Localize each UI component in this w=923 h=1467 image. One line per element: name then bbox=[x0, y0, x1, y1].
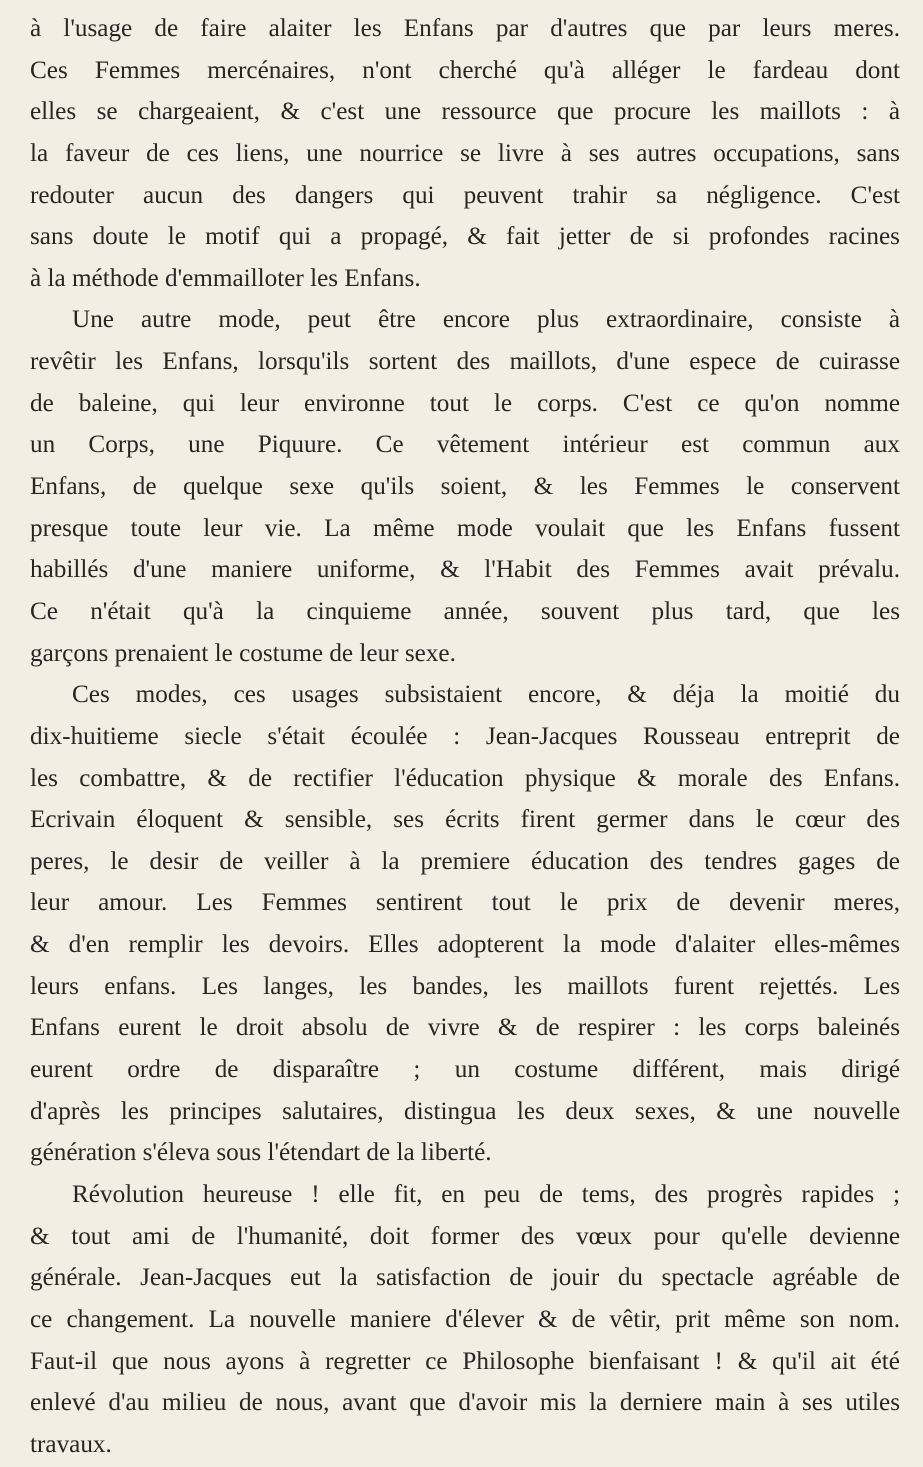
text-line: garçons prenaient le costume de leur sexe. bbox=[30, 639, 456, 667]
text-line: un Corps, une Piquure. Ce vêtement intérieur est commun aux bbox=[30, 431, 900, 459]
text-line: Ecrivain éloquent & sensible, ses écrits firent germer dans le cœur des bbox=[30, 806, 900, 834]
text-line: Révolution heureuse ! elle fit, en peu de tems, des progrès rapides ; bbox=[72, 1180, 900, 1208]
text-line: enlevé d'au milieu de nous, avant que d'avoir mis la derniere main à ses utiles bbox=[30, 1389, 900, 1417]
text-line: ce changement. La nouvelle maniere d'élever & de vêtir, prit même son nom. bbox=[30, 1305, 900, 1333]
text-line: Ces modes, ces usages subsistaient encore, & déja la moitié du bbox=[72, 681, 900, 709]
text-line: Ces Femmes mercénaires, n'ont cherché qu'à alléger le fardeau dont bbox=[30, 56, 900, 84]
text-line: générale. Jean-Jacques eut la satisfaction de jouir du spectacle agréable de bbox=[30, 1264, 900, 1292]
text-line: revêtir les Enfans, lorsqu'ils sortent des maillots, d'une espece de cuirasse bbox=[30, 348, 900, 376]
text-line: & d'en remplir les devoirs. Elles adopterent la mode d'alaiter elles-mêmes bbox=[30, 931, 900, 959]
text-line: Faut-il que nous ayons à regretter ce Philosophe bienfaisant ! & qu'il ait été bbox=[30, 1347, 900, 1375]
text-line: d'après les principes salutaires, distingua les deux sexes, & une nouvelle bbox=[30, 1097, 900, 1125]
text-line: Ce n'était qu'à la cinquieme année, souvent plus tard, que les bbox=[30, 597, 900, 625]
text-line: leurs enfans. Les langes, les bandes, les maillots furent rejettés. Les bbox=[30, 972, 900, 1000]
text-line: elles se chargeaient, & c'est une ressource que procure les maillots : à bbox=[30, 98, 900, 126]
text-line: presque toute leur vie. La même mode voulait que les Enfans fussent bbox=[30, 514, 900, 542]
text-line: leur amour. Les Femmes sentirent tout le prix de devenir meres, bbox=[30, 889, 900, 917]
text-line: Enfans eurent le droit absolu de vivre & de respirer : les corps baleinés bbox=[30, 1014, 900, 1042]
text-line: travaux. bbox=[30, 1430, 112, 1458]
text-line: Enfans, de quelque sexe qu'ils soient, & les Femmes le conservent bbox=[30, 473, 900, 501]
text-line: la faveur de ces liens, une nourrice se livre à ses autres occupations, sans bbox=[30, 139, 900, 167]
text-line: sans doute le motif qui a propagé, & fait jetter de si profondes racines bbox=[30, 223, 900, 251]
text-line: & tout ami de l'humanité, doit former des vœux pour qu'elle devienne bbox=[30, 1222, 900, 1250]
text-line: dix-huitieme siecle s'était écoulée : Jean-Jacques Rousseau entreprit de bbox=[30, 722, 900, 750]
text-line: à la méthode d'emmailloter les Enfans. bbox=[30, 264, 421, 292]
text-line: peres, le desir de veiller à la premiere éducation des tendres gages de bbox=[30, 847, 900, 875]
text-line: génération s'éleva sous l'étendart de la liberté. bbox=[30, 1139, 492, 1167]
text-line: redouter aucun des dangers qui peuvent trahir sa négligence. C'est bbox=[30, 181, 900, 209]
text-line: eurent ordre de disparaître ; un costume différent, mais dirigé bbox=[30, 1056, 900, 1084]
text-line: de baleine, qui leur environne tout le corps. C'est ce qu'on nomme bbox=[30, 389, 900, 417]
body-text bbox=[30, 8, 900, 1465]
text-line: habillés d'une maniere uniforme, & l'Habit des Femmes avait prévalu. bbox=[30, 556, 900, 584]
text-line: à l'usage de faire alaiter les Enfans par d'autres que par leurs meres. bbox=[30, 15, 900, 42]
text-line: Une autre mode, peut être encore plus extraordinaire, consiste à bbox=[72, 306, 900, 334]
text-line: les combattre, & de rectifier l'éducation physique & morale des Enfans. bbox=[30, 764, 900, 792]
